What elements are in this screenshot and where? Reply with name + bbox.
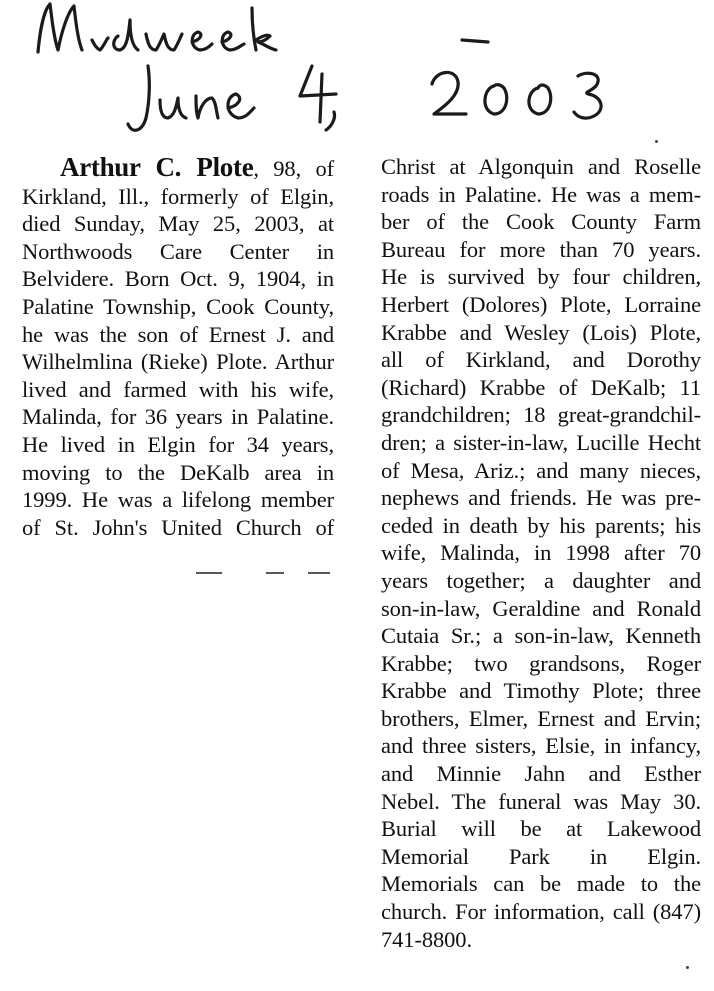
text-line: Christ at Algonquin and Roselle [381,154,701,179]
text-line: and three sisters, Elsie, in infancy, [381,733,701,759]
text-line: died Sunday, May 25, 2003, at [22,211,334,237]
text-line: and Minnie Jahn and Esther [381,761,701,787]
handwriting-dash [462,40,488,42]
text-line: of St. John's United Church of [22,514,334,540]
text-line: wife, Malinda, in 1998 after 70 [381,540,701,566]
deceased-name: Arthur C. Plote [60,152,254,182]
obituary-lead-line [22,154,334,183]
obituary-left-column [22,154,334,541]
text-line: (Richard) Krabbe of DeKalb; 11 [381,374,701,400]
text-line: Burial will be at Lakewood [381,816,701,842]
lead-text: , 98, of [253,156,334,181]
obituary-right-column [381,153,701,953]
text-line: he was the son of Ernest J. and [22,321,334,347]
text-line: Cutaia Sr.; a son-in-law, Kenneth [381,623,701,649]
text-line: Malinda, for 36 years in Palatine. [22,404,334,430]
text-line: church. For information, call (847) [381,899,701,925]
text-line: Bureau for more than 70 years. [381,236,701,262]
text-line: Memorial Park in Elgin. [381,843,701,869]
text-line: moving to the DeKalb area in [22,459,334,485]
text-line: dren; a sister-in-law, Lucille Hecht [381,429,701,455]
text-line: Kirkland, Ill., formerly of Elgin, [22,183,334,209]
text-line: Wilhelmlina (Rieke) Plote. Arthur [22,349,334,375]
text-line: years together; a daughter and [381,567,701,593]
text-line: of Mesa, Ariz.; and many nieces, [381,457,701,483]
text-line: Memorials can be made to the [381,871,701,897]
text-line: Herbert (Dolores) Plote, Lorraine [381,291,701,317]
handwriting-four [300,66,336,130]
handwritten-date-note [0,0,714,150]
text-line: Krabbe; two grandsons, Roger [381,650,701,676]
text-line: grandchildren; 18 great-grandchil- [381,402,701,428]
handwriting-midweek [38,4,276,52]
handwriting-june [128,66,254,130]
text-line: He lived in Elgin for 34 years, [22,431,334,457]
text-line: Krabbe and Timothy Plote; three [381,678,701,704]
text-line: ceded in death by his parents; his [381,512,701,538]
scan-speck [686,966,689,969]
text-line: roads in Palatine. He was a mem- [381,181,701,207]
text-line: Northwoods Care Center in [22,238,334,264]
text-line: 741-8800. [381,926,472,952]
text-line: Nebel. The funeral was May 30. [381,788,701,814]
column-divider-rule [196,570,336,576]
text-line: brothers, Elmer, Ernest and Ervin; [381,705,701,731]
text-line: Krabbe and Wesley (Lois) Plote, [381,319,701,345]
scan-speck [655,140,658,143]
text-line: 1999. He was a lifelong member [22,487,334,513]
text-line: Belvidere. Born Oct. 9, 1904, in [22,266,334,292]
text-line: ber of the Cook County Farm [381,209,701,235]
text-line: He is survived by four children, [381,264,701,290]
text-line: Palatine Township, Cook County, [22,293,334,319]
text-line: lived and farmed with his wife, [22,376,334,402]
text-line: all of Kirkland, and Dorothy [381,347,701,373]
text-line: nephews and friends. He was pre- [381,485,701,511]
handwriting-2003 [432,72,601,118]
text-line: son-in-law, Geraldine and Ronald [381,595,701,621]
